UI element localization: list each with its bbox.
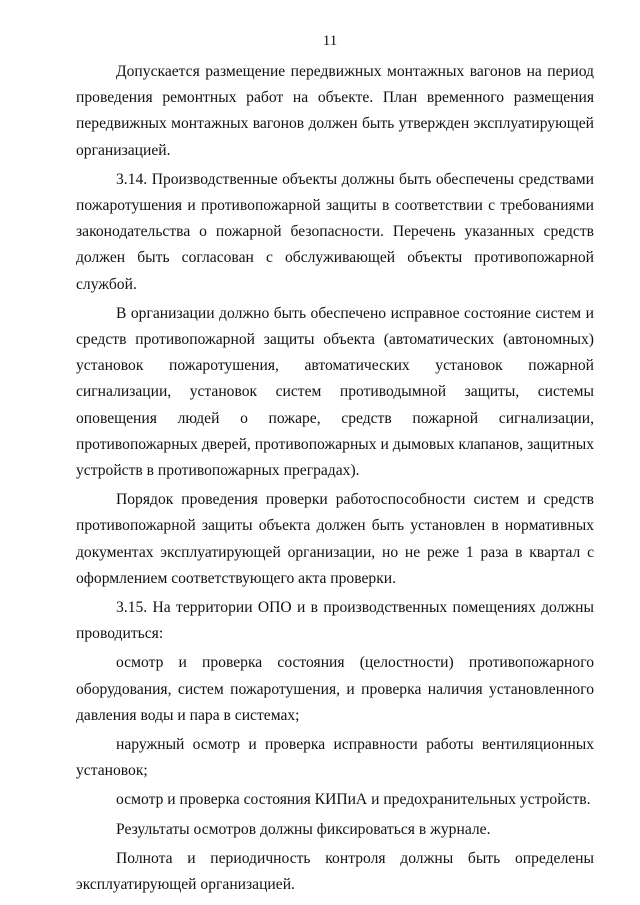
paragraph-fire-protection-systems: В организации должно быть обеспечено исправное состояние систем и средств противопожарной защиты объекта (автоматических (автономных) установок пожаротушения, автоматических установок пожарной сигнализации, установок систем противодымной защиты, системы оповещения людей о пожаре, средств пожарной сигнализации, противопожарных дверей, противопожарных и дымовых клапанов, защитных устройств в противопожарных преградах). — [76, 304, 594, 480]
paragraph-inspection-procedure: Порядок проведения проверки работоспособности систем и средств противопожарной защиты объекта должен быть установлен в нормативных документах эксплуатирующей организации, но не реже 1 раза в квартал с оформлением соответствующего акта проверки. — [76, 491, 594, 587]
list-item-equipment-inspection: осмотр и проверка состояния (целостности) противопожарного оборудования, систем пожаротушения, и проверка наличия установленного давления воды и пара в системах; — [76, 654, 594, 724]
paragraph-control-completeness: Полнота и периодичность контроля должны быть определены эксплуатирующей организацией. — [76, 849, 594, 894]
paragraph-mobile-wagons: Допускается размещение передвижных монтажных вагонов на период проведения ремонтных работ на объекте. План временного размещения передвижных монтажных вагонов должен быть утвержден эксплуатирующей организацией. — [76, 63, 594, 159]
paragraph-3-14: 3.14. Производственные объекты должны быть обеспечены средствами пожаротушения и противопожарной защиты в соответствии с требованиями законодательства о пожарной безопасности. Перечень указанных средств должен быть согласован с обслуживающей объекты противопожарной службой. — [76, 170, 594, 293]
paragraph-journal: Результаты осмотров должны фиксироваться в журнале. — [116, 820, 491, 838]
document-body — [76, 59, 594, 898]
list-item-kipia-inspection: осмотр и проверка состояния КИПиА и предохранительных устройств. — [116, 791, 591, 809]
list-item-ventilation-inspection: наружный осмотр и проверка исправности работы вентиляционных установок; — [76, 736, 594, 780]
paragraph-3-15: 3.15. На территории ОПО и в производственных помещениях должны проводиться: — [76, 599, 594, 643]
page-number: 11 — [322, 33, 338, 49]
